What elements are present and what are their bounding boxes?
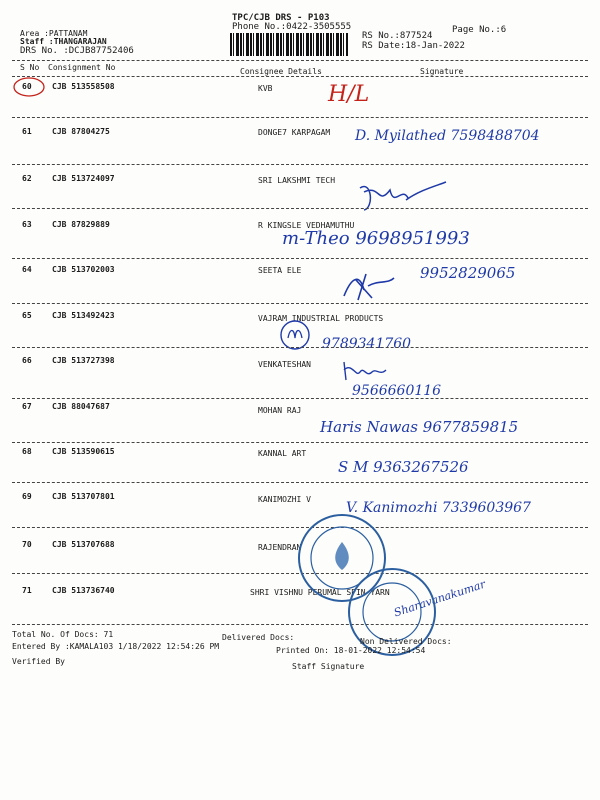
row-signature: Haris Nawas 9677859815 <box>320 418 519 436</box>
area-label: Area :PATTANAM <box>20 29 88 38</box>
row-sno: 64 <box>22 265 32 274</box>
row-signature: m-Theo 9698951993 <box>282 228 470 249</box>
row-consignee: VENKATESHAN <box>258 360 311 369</box>
col-consignment: Consignment No <box>48 63 116 72</box>
row-consignment: CJB 513558508 <box>52 82 115 91</box>
sheet-title: TPC/CJB DRS - P103 <box>232 13 330 23</box>
row-consignee: KANIMOZHI V <box>258 495 311 504</box>
row-divider <box>12 347 588 348</box>
barcode <box>230 33 348 56</box>
row-sno: 66 <box>22 356 32 365</box>
row-consignment: CJB 87829889 <box>52 220 110 229</box>
row-divider <box>12 164 588 165</box>
row-consignee: KANNAL ART <box>258 449 307 458</box>
divider <box>12 76 588 77</box>
row-divider <box>12 398 588 399</box>
row-sno: 63 <box>22 220 32 229</box>
row-consignment: CJB 87804275 <box>52 127 110 136</box>
row-divider <box>12 208 588 209</box>
row-consignment: CJB 513707801 <box>52 492 115 501</box>
printed-on: Printed On: 18-01-2022 12:54:54 <box>276 646 426 655</box>
row-sno: 61 <box>22 127 32 136</box>
row-signature: Sharavanakumar <box>392 577 488 620</box>
signature-scribble <box>340 358 390 384</box>
row-sno: 60 <box>22 82 32 91</box>
signature-scribble <box>338 270 398 304</box>
col-signature: Signature <box>420 67 464 76</box>
row-consignee: DONGE7 KARPAGAM <box>258 128 331 137</box>
phone-number: Phone No.:0422-3505555 <box>232 22 352 32</box>
row-sno: 67 <box>22 402 32 411</box>
staff-signature-label: Staff Signature <box>292 662 365 671</box>
row-signature: 9566660116 <box>352 383 442 399</box>
row-sno: 69 <box>22 492 32 501</box>
row-consignee: KVB <box>258 84 273 93</box>
row-divider <box>12 624 588 625</box>
row-consignment: CJB 513702003 <box>52 265 115 274</box>
verified-by: Verified By <box>12 657 65 666</box>
red-circle-mark <box>12 76 46 98</box>
row-signature: S M 9363267526 <box>338 458 469 476</box>
row-sno: 71 <box>22 586 32 595</box>
row-consignee: SEETA ELE <box>258 266 302 275</box>
staff-label: Staff :THANGARAJAN <box>20 37 107 46</box>
row-divider <box>12 442 588 443</box>
row-signature: H/L <box>328 82 370 107</box>
row-consignment: CJB 513590615 <box>52 447 115 456</box>
row-consignee: MOHAN RAJ <box>258 406 302 415</box>
row-consignment: CJB 513724097 <box>52 174 115 183</box>
row-consignment: CJB 513707688 <box>52 540 115 549</box>
row-consignee: SHRI VISHNU PERUMAL SPIN YARN <box>250 588 390 597</box>
row-divider <box>12 482 588 483</box>
col-sno: S No <box>20 63 40 72</box>
row-consignee: R KINGSLE VEDHAMUTHU <box>258 221 355 230</box>
rs-number: RS No.:877524 <box>362 31 433 41</box>
rs-date: RS Date:18-Jan-2022 <box>362 41 465 51</box>
row-signature: 9789341760 <box>322 336 412 352</box>
row-divider <box>12 117 588 118</box>
row-sno: 70 <box>22 540 32 549</box>
row-divider <box>12 258 588 259</box>
row-consignment: CJB 513492423 <box>52 311 115 320</box>
row-signature: D. Myilathed 7598488704 <box>355 128 540 144</box>
row-sno: 62 <box>22 174 32 183</box>
row-consignee: RAJENDRAN <box>258 543 302 552</box>
row-sno: 68 <box>22 447 32 456</box>
row-sno: 65 <box>22 311 32 320</box>
drs-number: DRS No. :DCJB87752406 <box>20 46 134 56</box>
row-consignment: CJB 513736740 <box>52 586 115 595</box>
delivered-docs: Delivered Docs: <box>222 633 295 642</box>
row-consignment: CJB 513727398 <box>52 356 115 365</box>
non-delivered-docs: Non Delivered Docs: <box>360 637 452 646</box>
row-signature: 9952829065 <box>420 264 516 282</box>
page-number: Page No.:6 <box>452 25 507 35</box>
entered-by: Entered By :KAMALA103 1/18/2022 12:54:26 PM <box>12 642 220 651</box>
divider <box>12 60 588 61</box>
row-consignee: SRI LAKSHMI TECH <box>258 176 336 185</box>
col-consignee: Consignee Details <box>240 67 322 76</box>
total-docs: Total No. Of Docs: 71 <box>12 630 114 639</box>
row-consignee: VAJRAM INDUSTRIAL PRODUCTS <box>258 314 384 323</box>
row-signature: V. Kanimozhi 7339603967 <box>346 500 531 516</box>
row-consignment: CJB 88047687 <box>52 402 110 411</box>
row-divider <box>12 303 588 304</box>
